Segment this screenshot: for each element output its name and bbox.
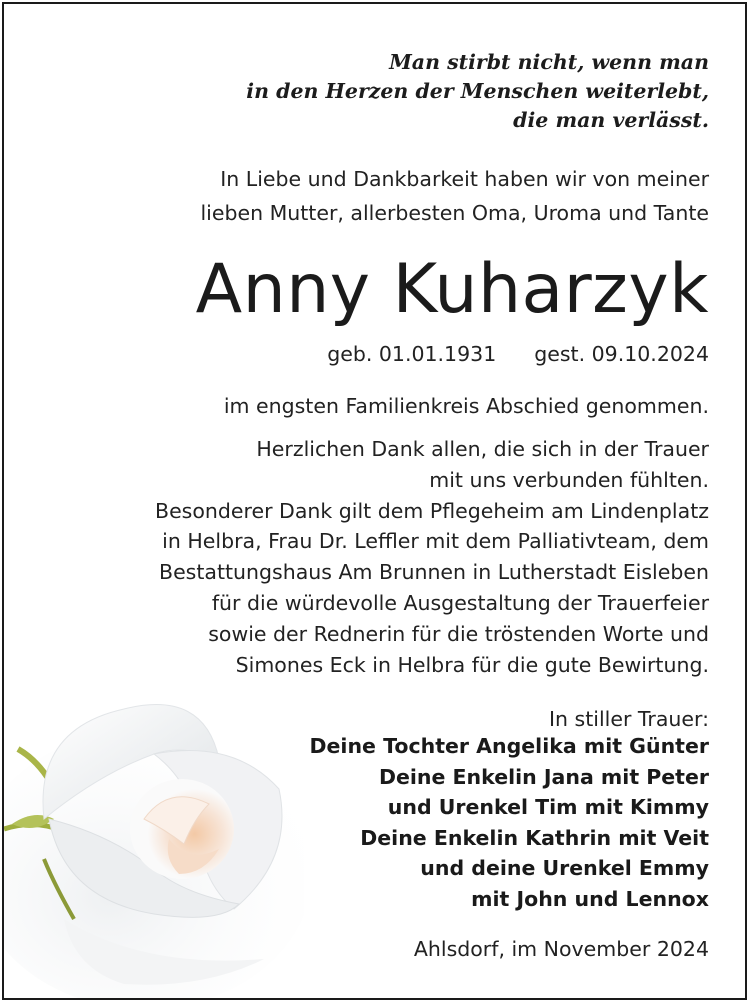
thanks-line: mit uns verbunden fühlten. [429,467,709,492]
life-dates [327,337,709,371]
mourner-line: Deine Tochter Angelika mit Günter [309,734,709,758]
place-and-date: Ahlsdorf, im November 2024 [413,937,709,961]
deceased-name: Anny Kuharzyk [195,250,709,329]
thanks-line: in Helbra, Frau Dr. Leffler mit dem Palliativteam, dem [162,529,709,554]
mourner-line: Deine Enkelin Kathrin mit Veit [360,825,709,850]
death-date: gest. 09.10.2024 [534,342,709,366]
thanks-line: Simones Eck in Helbra für die gute Bewirtung. [235,652,709,677]
thanks-line: Bestattungshaus Am Brunnen in Lutherstadt Eisleben [159,560,709,585]
mourner-line: und deine Urenkel Emmy [420,856,709,881]
mourner-line: und Urenkel Tim mit Kimmy [387,795,709,820]
thanks-line: Besonderer Dank gilt dem Pflegeheim am Lindenplatz [155,498,709,523]
mourners-label: In stiller Trauer: [549,707,709,731]
thanks-line: Herzlichen Dank allen, die sich in der Trauer [256,437,709,461]
birth-date: geb. 01.01.1931 [327,342,497,366]
white-rose-image [4,669,304,1000]
obituary-notice [2,2,747,1000]
mourners-list [310,731,709,915]
thanks-line: sowie der Rednerin für die tröstenden Worte und [208,621,709,646]
thanks-line: für die würdevolle Ausgestaltung der Trauerfeier [211,590,709,615]
intro-line: In Liebe und Dankbarkeit haben wir von meiner [220,167,709,191]
intro-line: lieben Mutter, allerbesten Oma, Uroma und Tante [200,201,709,225]
quote-line: Man stirbt nicht, wenn man [389,50,709,74]
memorial-quote [246,48,709,135]
farewell-text: im engsten Familienkreis Abschied genommen. [223,394,709,418]
mourner-line: Deine Enkelin Jana mit Peter [378,764,709,789]
intro-text [200,162,709,230]
mourner-line: mit John und Lennox [471,886,709,911]
quote-line: in den Herzen der Menschen weiterlebt, [246,79,709,103]
thanks-text [155,434,709,680]
quote-line: die man verlässt. [513,108,709,132]
